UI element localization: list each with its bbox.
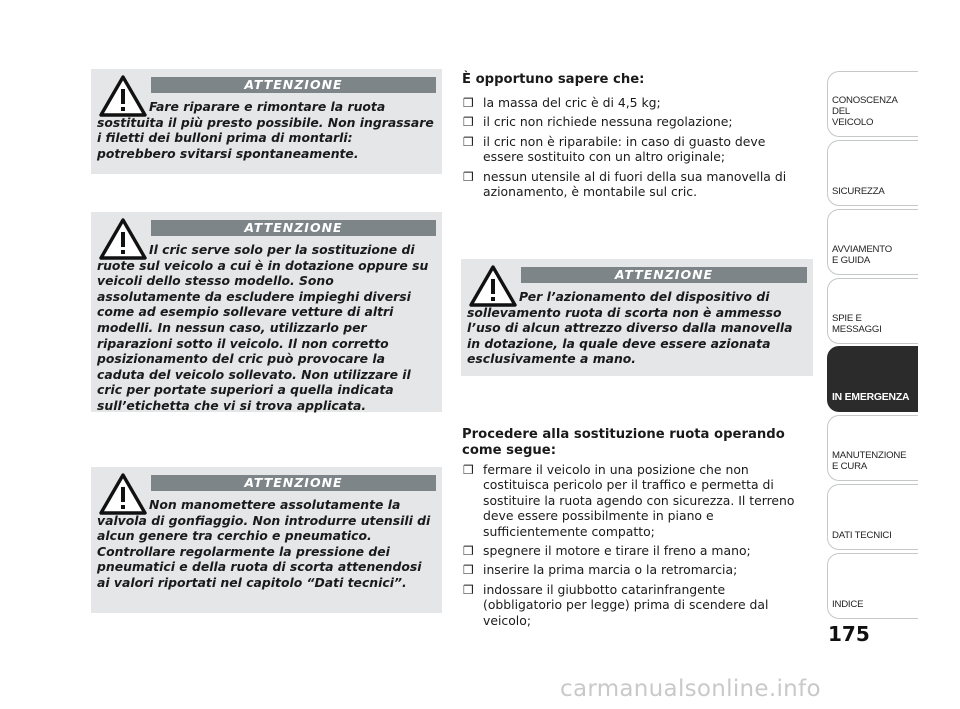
checkbox-bullet-icon: ❒ [463,563,474,578]
tab-label: DATI TECNICI [832,530,892,541]
list-item [462,169,802,200]
list-item [462,95,802,110]
tab-label: INDICE [832,599,864,610]
checkbox-bullet-icon: ❒ [463,96,474,110]
list-item-text: il cric non richiede nessuna regolazione; [483,114,733,130]
warning-box-3 [91,467,442,613]
list-item-text: spegnere il motore e tirare il freno a mano; [483,543,751,559]
list-item [462,114,802,129]
tab-conoscenza-del-veicolo[interactable] [827,71,918,137]
tab-dati-tecnici[interactable] [827,484,918,550]
tab-indice[interactable] [827,553,918,619]
tab-label: CONOSCENZA DEL VEICOLO [832,95,898,128]
checkbox-bullet-icon: ❒ [463,544,474,559]
list-item-text: nessun utensile al di fuori della sua manovella di azionamento, è montabile sul cric. [483,168,787,200]
list-item [462,543,802,558]
list-item-text: fermare il veicolo in una posizione che non costituisca pericolo per il traffico e permetta di sostituire la ruota agendo con sicurezza. Il terreno deve essere possibilmente in piano e sufficientemente compatto; [483,462,795,539]
checkbox-bullet-icon: ❒ [463,134,474,149]
warning-title: ATTENZIONE [151,220,436,236]
tab-in-emergenza[interactable] [827,346,918,412]
warning-box-1 [91,69,442,174]
checkbox-bullet-icon: ❒ [463,169,474,184]
warning-title: ATTENZIONE [151,475,436,491]
warning-title: ATTENZIONE [151,77,436,93]
list-item-text: indossare il giubbotto catarinfrangente (obbligatorio per legge) prima di scendere dal veicolo; [483,581,769,628]
warning-text: Non manomettere assolutamente la valvola di gonfiaggio. Non introdurre utensili di alcun genere tra cerchio e pneumatico. Controllare regolarmente la pressione dei pneumatici e della ruota di scorta attenendosi ai valori riportati nel capitolo “Dati tecnici”. [97,497,431,590]
warning-box-4 [461,259,813,376]
checkbox-bullet-icon: ❒ [463,582,474,597]
watermark: carmanualsonline.info [560,676,821,702]
tab-label: SPIE E MESSAGGI [832,313,882,335]
section-heading: Procedere alla sostituzione ruota operando come segue: [462,427,785,458]
list-item [462,562,802,577]
list-item-text: il cric non è riparabile: in caso di guasto deve essere sostituito con un altro originale; [483,133,766,165]
tab-label: MANUTENZIONE E CURA [832,450,907,472]
tab-manutenzione-e-cura[interactable] [827,415,918,481]
warning-text: Il cric serve solo per la sostituzione di ruote sul veicolo a cui è in dotazione oppure su veicoli dello stesso modello. Sono assolutamente da escludere impieghi diversi come ad esempio sollevare vetture di altri modelli. In nessun caso, utilizzarlo per riparazioni sotto il veicolo. Il non corretto posizionamento del cric può provocare la caduta del veicolo sollevato. Non utilizzare il cric per portate superiori a quella indicata sull’etichetta che vi si trova applicata. [97,242,429,413]
checkbox-bullet-icon: ❒ [463,463,474,477]
warning-text: Fare riparare e rimontare la ruota sostituita il più presto possibile. Non ingrassare i filetti dei bulloni prima di montarli: potrebbero svitarsi spontaneamente. [97,99,434,161]
tab-label: AVVIAMENTO E GUIDA [832,244,893,266]
tab-sicurezza[interactable] [827,140,918,206]
bullet-list [462,95,802,203]
tab-avviamento-e-guida[interactable] [827,209,918,275]
tab-label: SICUREZZA [832,186,885,197]
checkbox-bullet-icon: ❒ [463,115,474,130]
tab-label: IN EMERGENZA [832,392,910,403]
page-number: 175 [828,622,870,646]
list-item-text: la massa del cric è di 4,5 kg; [483,95,661,110]
list-item [462,582,802,628]
tab-spie-e-messaggi[interactable] [827,278,918,344]
list-item-text: inserire la prima marcia o la retromarcia; [483,562,738,578]
section-heading: È opportuno sapere che: [462,72,645,87]
warning-title: ATTENZIONE [521,267,807,283]
list-item [462,462,802,539]
warning-box-2 [91,212,442,412]
bullet-list [462,462,802,632]
list-item [462,134,802,165]
warning-text: Per l’azionamento del dispositivo di sollevamento ruota di scorta non è ammesso l’uso di alcun attrezzo diverso dalla manovella in dotazione, la quale deve essere azionata esclusivamente a mano. [467,289,793,367]
